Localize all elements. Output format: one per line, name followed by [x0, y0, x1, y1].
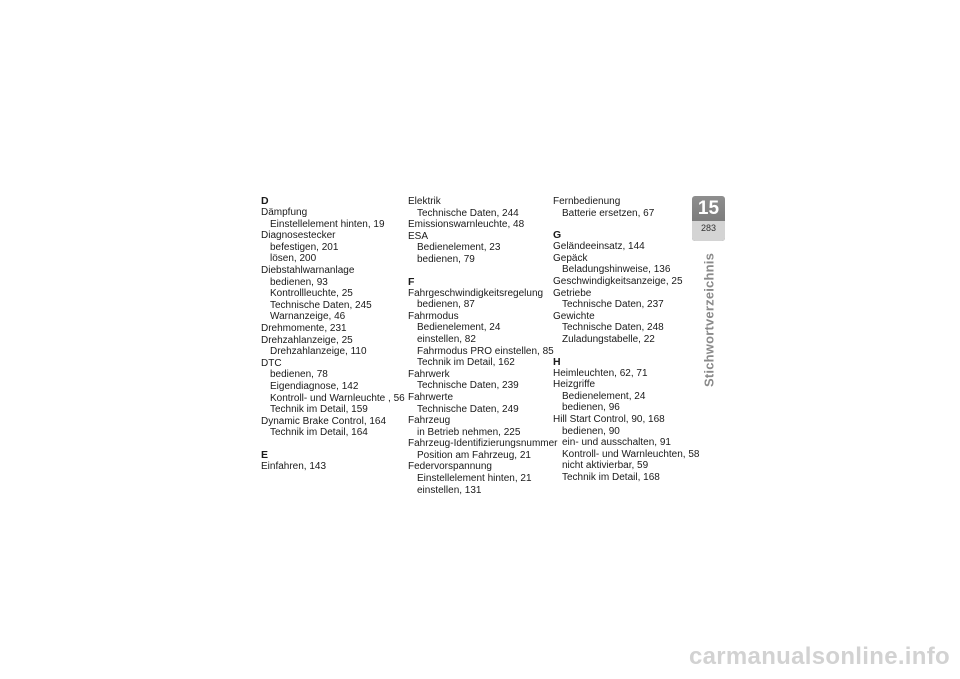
index-entry: Fahrwerte [408, 391, 454, 403]
index-entry: Geschwindigkeitsanzeige, 25 [553, 275, 683, 287]
index-letter-heading: H [553, 355, 561, 368]
index-entry: Fahrmodus [408, 310, 459, 322]
watermark: carmanualsonline.info [688, 643, 950, 670]
index-subentry: Technische Daten, 244 [417, 207, 519, 219]
index-entry: Einfahren, 143 [261, 460, 327, 472]
index-entry: Getriebe [553, 287, 592, 299]
index-subentry: Batterie ersetzen, 67 [562, 207, 655, 219]
index-subentry: einstellen, 82 [417, 333, 476, 345]
section-title: Stichwortverzeichnis [701, 252, 717, 388]
index-entry: Fahrzeug [408, 415, 451, 427]
index-entry: Diagnosestecker [261, 230, 336, 242]
index-subentry: nicht aktivierbar, 59 [562, 460, 649, 472]
index-entry: Fahrgeschwindigkeitsregelung [408, 287, 544, 299]
index-entry: Emissionswarnleuchte, 48 [408, 219, 525, 231]
index-entry: Dynamic Brake Control, 164 [261, 415, 387, 427]
index-subentry: in Betrieb nehmen, 225 [417, 426, 521, 438]
index-subentry: bedienen, 78 [270, 369, 328, 381]
index-subentry: Zuladungstabelle, 22 [562, 333, 655, 345]
index-entry: Diebstahlwarnanlage [261, 264, 355, 276]
index-column-3 [553, 196, 703, 483]
index-letter-heading: G [553, 229, 562, 242]
index-letter-heading: E [261, 448, 269, 461]
index-entry: Gepäck [553, 252, 588, 264]
index-subentry: Technische Daten, 248 [562, 322, 664, 334]
index-entry: Fahrzeug-Identifizierungsnummer [408, 438, 558, 450]
page-number: 283 [700, 223, 717, 233]
index-letter-heading: F [408, 275, 415, 288]
index-column-2 [408, 196, 558, 496]
index-entry: Gewichte [553, 310, 595, 322]
index-subentry: Technik im Detail, 159 [270, 404, 368, 416]
index-letter-heading: D [261, 195, 269, 207]
index-subentry: Beladungshinweise, 136 [562, 264, 671, 276]
index-subentry: Eigendiagnose, 142 [270, 380, 359, 392]
index-entry: Heimleuchten, 62, 71 [553, 367, 648, 379]
index-entry: Hill Start Control, 90, 168 [553, 413, 665, 425]
index-subentry: Technische Daten, 239 [417, 380, 519, 392]
chapter-tab [692, 196, 725, 241]
index-subentry: Technik im Detail, 162 [417, 357, 515, 369]
index-subentry: Einstellelement hinten, 19 [270, 218, 385, 230]
chapter-number: 15 [697, 198, 720, 219]
index-subentry: Technische Daten, 249 [417, 403, 519, 415]
index-subentry: Drehzahlanzeige, 110 [270, 346, 367, 358]
index-subentry: Bedienelement, 24 [417, 322, 501, 334]
index-subentry: befestigen, 201 [270, 241, 339, 253]
index-subentry: ein- und ausschalten, 91 [562, 437, 671, 449]
index-subentry: Fahrmodus PRO einstellen, 85 [417, 345, 554, 357]
index-entry: DTC [261, 357, 282, 369]
index-entry: Federvorspannung [408, 461, 492, 473]
index-entry: Geländeeinsatz, 144 [553, 241, 645, 253]
index-subentry: Technische Daten, 237 [562, 299, 664, 311]
index-subentry: lösen, 200 [270, 253, 317, 265]
index-column-1 [261, 196, 411, 472]
index-entry: ESA [408, 230, 429, 242]
index-subentry: bedienen, 93 [270, 276, 328, 288]
index-subentry: Technik im Detail, 164 [270, 427, 368, 439]
index-subentry: bedienen, 96 [562, 402, 620, 414]
index-subentry: bedienen, 79 [417, 253, 475, 265]
index-subentry: einstellen, 131 [417, 484, 482, 496]
index-subentry: Kontrollleuchte, 25 [270, 288, 353, 300]
index-entry: Fernbedienung [553, 196, 621, 207]
index-subentry: Technische Daten, 245 [270, 299, 372, 311]
index-entry: Elektrik [408, 196, 441, 207]
index-entry: Drehmomente, 231 [261, 322, 347, 334]
index-subentry: bedienen, 87 [417, 299, 475, 311]
index-subentry: Position am Fahrzeug, 21 [417, 449, 531, 461]
index-subentry: Warnanzeige, 46 [270, 311, 346, 323]
index-subentry: Einstellelement hinten, 21 [417, 473, 532, 485]
index-entry: Heizgriffe [553, 379, 596, 391]
index-subentry: Bedienelement, 23 [417, 242, 501, 254]
index-entry: Fahrwerk [408, 368, 450, 380]
index-subentry: Kontroll- und Warnleuchten, 58 [562, 448, 700, 460]
index-subentry: Kontroll- und Warnleuchte , 56 [270, 392, 405, 404]
index-subentry: Technik im Detail, 168 [562, 471, 660, 483]
index-entry: Drehzahlanzeige, 25 [261, 334, 353, 346]
page-number-box [692, 221, 725, 241]
index-subentry: bedienen, 90 [562, 425, 620, 437]
index-entry: Dämpfung [261, 207, 308, 218]
index-subentry: Bedienelement, 24 [562, 390, 646, 402]
